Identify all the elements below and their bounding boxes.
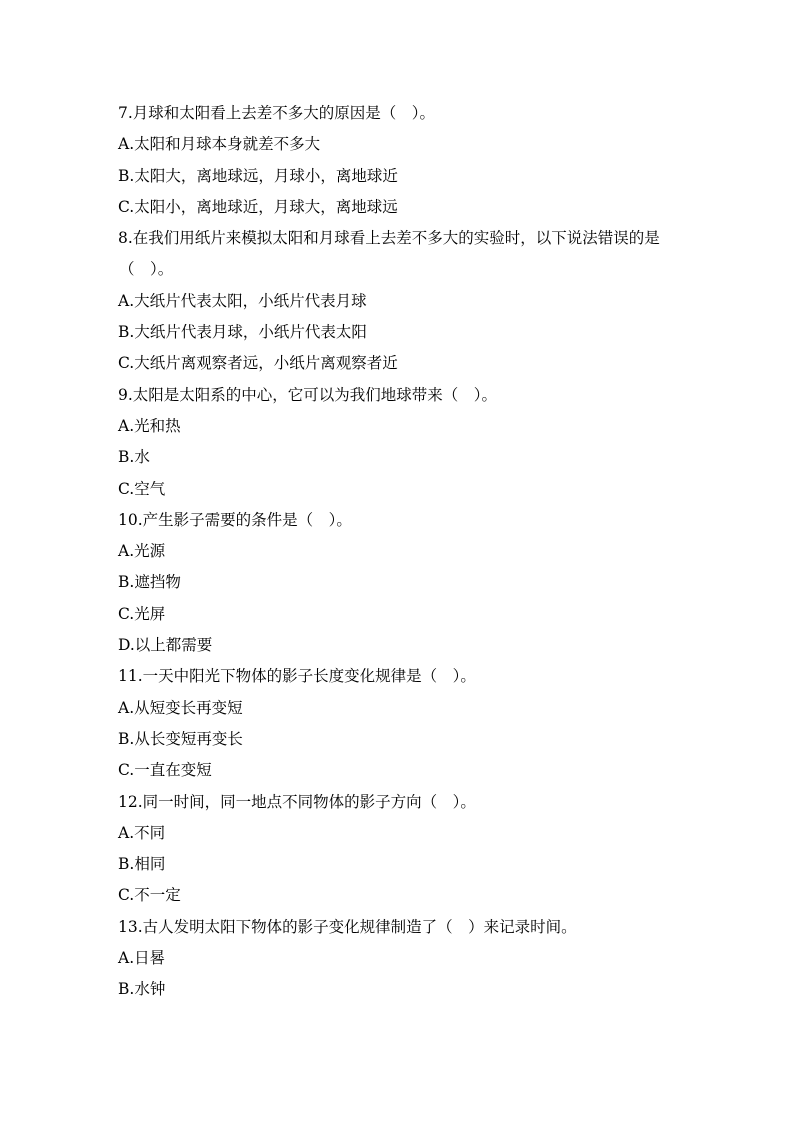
question-text: 10.产生影子需要的条件是（ ）。: [118, 510, 352, 529]
question-text-continued: （ ）。: [119, 260, 174, 279]
question-text: 12.同一时间，同一地点不同物体的影子方向（ ）。: [118, 792, 476, 811]
question-10: [118, 505, 688, 661]
question-9: [118, 380, 688, 505]
option-a: A.太阳和月球本身就差不多大: [118, 135, 321, 154]
option-b: B.相同: [118, 855, 166, 874]
option-a: A.日晷: [118, 949, 166, 968]
option-c: C.光屏: [118, 604, 166, 623]
question-text: 13.古人发明太阳下物体的影子变化规律制造了（ ）来记录时间。: [118, 917, 577, 936]
option-c: C.太阳小，离地球近，月球大，离地球远: [118, 197, 398, 216]
question-text: 9.太阳是太阳系的中心，它可以为我们地球带来（ ）。: [118, 385, 498, 404]
option-b: B.水: [118, 448, 150, 467]
option-b: B.太阳大，离地球远，月球小，离地球近: [118, 166, 398, 185]
question-text: 8.在我们用纸片来模拟太阳和月球看上去差不多大的实验时，以下说法错误的是: [118, 229, 660, 248]
question-list: [118, 98, 688, 1006]
question-7: [118, 98, 688, 223]
option-a: A.从短变长再变短: [118, 698, 243, 717]
option-c: C.一直在变短: [118, 761, 212, 780]
option-b: B.大纸片代表月球，小纸片代表太阳: [118, 323, 367, 342]
option-b: B.遮挡物: [118, 573, 181, 592]
question-8: [118, 223, 688, 379]
option-b: B.水钟: [118, 980, 166, 999]
question-11: [118, 661, 688, 786]
option-a: A.光和热: [118, 416, 181, 435]
question-text: 11.一天中阳光下物体的影子长度变化规律是（ ）。: [118, 667, 476, 686]
option-c: C.不一定: [118, 886, 181, 905]
option-a: A.光源: [118, 542, 166, 561]
question-text: 7.月球和太阳看上去差不多大的原因是（ ）。: [118, 104, 436, 122]
question-13: [118, 912, 688, 1006]
option-a: A.大纸片代表太阳，小纸片代表月球: [118, 291, 367, 310]
option-a: A.不同: [118, 823, 166, 842]
question-12: [118, 787, 688, 912]
option-d: D.以上都需要: [118, 636, 213, 655]
option-b: B.从长变短再变长: [118, 729, 243, 748]
option-c: C.大纸片离观察者远，小纸片离观察者近: [118, 354, 398, 373]
option-c: C.空气: [118, 479, 166, 498]
